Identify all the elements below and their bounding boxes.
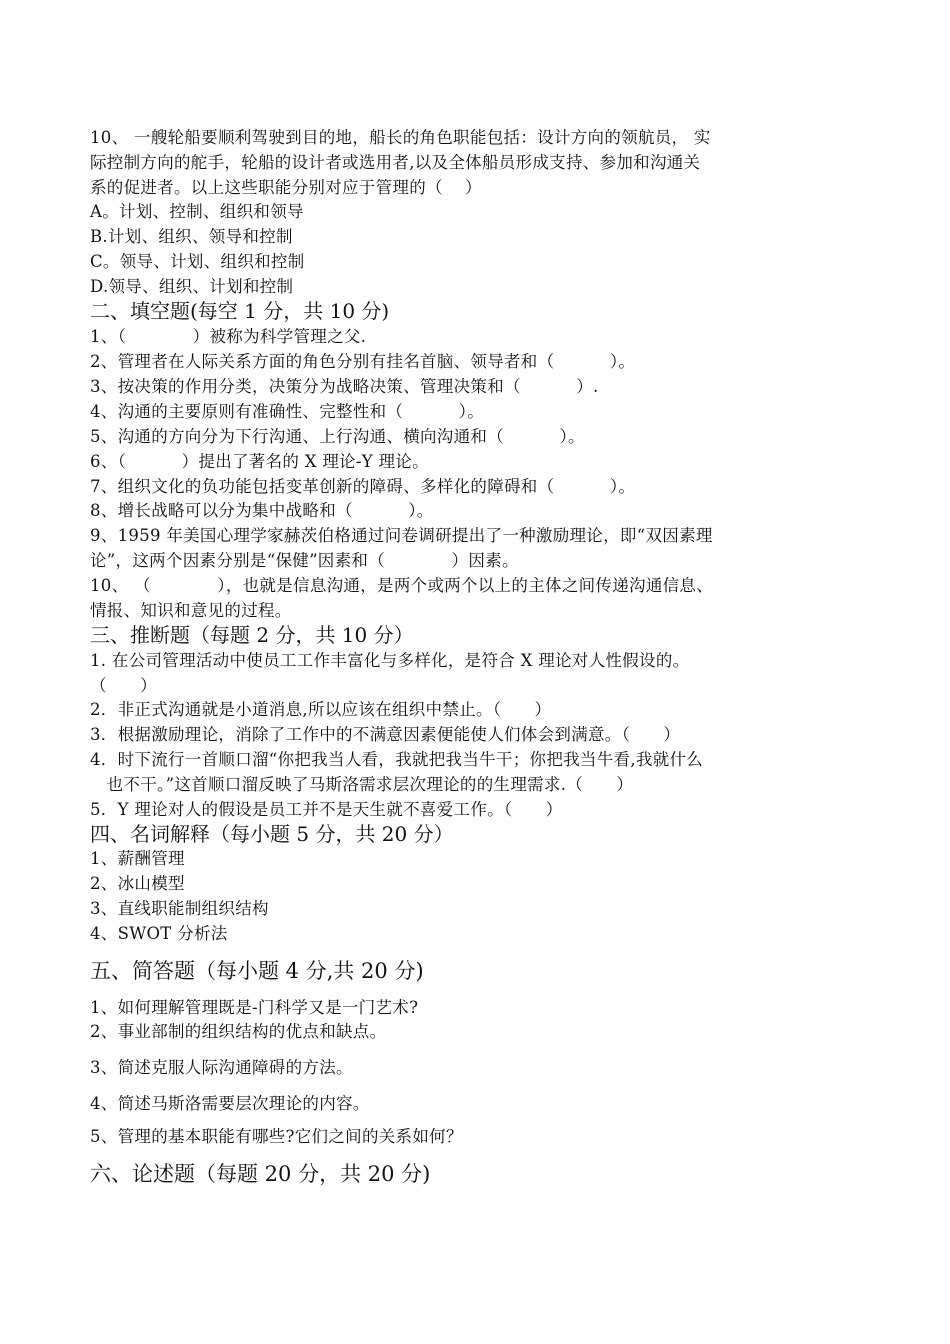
q10-option-b: B.计划、组织、领导和控制 — [90, 227, 293, 246]
q10-option-d: D.领导、组织、计划和控制 — [90, 277, 294, 296]
judge-item: （ ） — [90, 676, 157, 695]
fill-blank-item: 7、组织文化的负功能包括变革创新的障碍、多样化的障碍和（ ）。 — [90, 477, 636, 496]
judge-item: 4．时下流行一首顺口溜“你把我当人看，我就把我当牛干；你把我当牛看,我就什么 — [90, 750, 704, 769]
fill-blank-item: 1、（ ）被称为科学管理之父. — [90, 327, 367, 346]
fill-blank-item: 5、沟通的方向分为下行沟通、上行沟通、横向沟通和（ ）。 — [90, 427, 585, 446]
judge-item: 5．Y 理论对人的假设是员工并不是天生就不喜爱工作。（ ） — [90, 800, 563, 819]
fill-blank-item: 4、沟通的主要原则有准确性、完整性和（ ）。 — [90, 402, 484, 421]
term-item: 3、直线职能制组织结构 — [90, 899, 269, 918]
section-heading-judge: 三、推断题（每题 2 分，共 10 分） — [90, 623, 414, 647]
q10-option-c: C。领导、计划、组织和控制 — [90, 252, 305, 271]
q10-text-line-3: 系的促进者。以上这些职能分别对应于管理的（ ） — [90, 178, 482, 197]
judge-item: 2．非正式沟通就是小道消息,所以应该在组织中禁止。（ ） — [90, 700, 552, 719]
judge-item: 3．根据激励理论，消除了工作中的不满意因素便能使人们体会到满意。（ ） — [90, 725, 681, 744]
judge-item: 也不干。”这首顺口溜反映了马斯洛需求层次理论的的生理需求.（ ） — [90, 775, 634, 794]
fill-blank-item: 论”，这两个因素分别是“保健”因素和（ ）因素。 — [90, 551, 519, 570]
q10-option-a: A。计划、控制、组织和领导 — [90, 202, 304, 221]
short-answer-item: 5、管理的基本职能有哪些?它们之间的关系如何？ — [90, 1127, 463, 1146]
fill-blank-item: 2、管理者在人际关系方面的角色分别有挂名首脑、领导者和（ ）。 — [90, 352, 636, 371]
fill-blank-item: 3、按决策的作用分类，决策分为战略决策、管理决策和（ ）. — [90, 377, 599, 396]
section-heading-essay: 六、论述题（每题 20 分，共 20 分) — [90, 1162, 431, 1186]
fill-blank-item: 情报、知识和意见的过程。 — [90, 601, 292, 620]
fill-blank-item: 8、增长战略可以分为集中战略和（ ）。 — [90, 501, 434, 520]
term-item: 1、薪酬管理 — [90, 849, 185, 868]
short-answer-item: 4、简述马斯洛需要层次理论的内容。 — [90, 1094, 370, 1113]
fill-blank-item: 10、 （ ），也就是信息沟通，是两个或两个以上的主体之间传递沟通信息、 — [90, 576, 714, 595]
judge-item: 1. 在公司管理活动中使员工工作丰富化与多样化，是符合 X 理论对人性假设的。 — [90, 651, 690, 670]
section-heading-short-answer: 五、简答题（每小题 4 分,共 20 分) — [90, 959, 424, 983]
term-item: 4、SWOT 分析法 — [90, 924, 228, 943]
short-answer-item: 3、简述克服人际沟通障碍的方法。 — [90, 1058, 353, 1077]
short-answer-item: 1、如何理解管理既是-门科学又是一门艺术? — [90, 998, 419, 1017]
section-heading-terms: 四、名词解释（每小题 5 分，共 20 分） — [90, 822, 454, 846]
term-item: 2、冰山模型 — [90, 874, 185, 893]
fill-blank-item: 6、（ ）提出了著名的 X 理论-Y 理论。 — [90, 452, 429, 471]
section-heading-fill-blank: 二、填空题(每空 1 分，共 10 分) — [90, 299, 390, 323]
short-answer-item: 2、事业部制的组织结构的优点和缺点。 — [90, 1022, 387, 1041]
fill-blank-item: 9、1959 年美国心理学家赫茨伯格通过问卷调研提出了一种激励理论，即“双因素理 — [90, 526, 713, 545]
q10-text-line-2: 际控制方向的舵手，轮船的设计者或选用者,以及全体船员形成支持、参加和沟通关 — [90, 153, 701, 172]
q10-text-line-1: 10、 一艘轮船要顺利驾驶到目的地，船长的角色职能包括：设计方向的领航员， 实 — [90, 128, 711, 147]
